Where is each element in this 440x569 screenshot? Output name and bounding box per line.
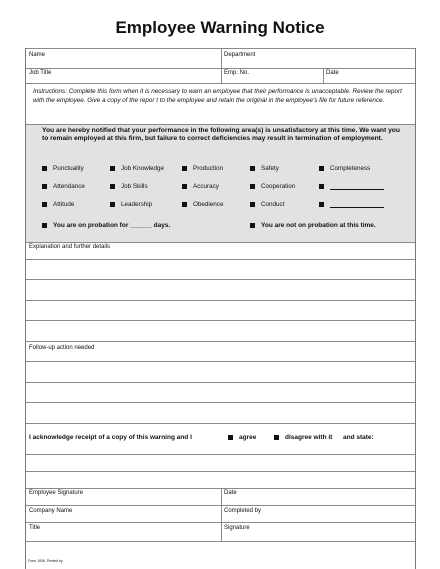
explanation-line[interactable]	[26, 300, 415, 301]
checkbox-icon	[319, 202, 324, 207]
probation-not-on-option[interactable]	[250, 222, 376, 229]
followup-line[interactable]	[26, 423, 415, 424]
explanation-line[interactable]	[26, 279, 415, 280]
form-footer: Form 1006, Printed by	[28, 559, 63, 563]
probation-on-option[interactable]	[42, 222, 170, 229]
checkbox-leadership[interactable]	[110, 201, 152, 208]
completed-by-field[interactable]: Completed by	[224, 508, 262, 514]
checkbox-label: Obedience	[193, 201, 224, 208]
checkbox-other-2[interactable]	[319, 201, 384, 208]
checkbox-label: Job Skills	[121, 183, 148, 190]
checkbox-label: Completeness	[330, 165, 371, 172]
disagree-label: disagree with it	[285, 434, 333, 441]
checkbox-label: Attendance	[53, 183, 85, 190]
disagree-option[interactable]	[274, 434, 332, 441]
explanation-line[interactable]	[26, 259, 415, 260]
divider	[221, 488, 222, 541]
other-blank[interactable]	[330, 201, 384, 208]
other-blank[interactable]	[330, 183, 384, 190]
checkbox-icon	[319, 166, 324, 171]
checkbox-label: Leadership	[121, 201, 153, 208]
divider	[26, 541, 415, 542]
explanation-line[interactable]	[26, 320, 415, 321]
checkbox-icon	[110, 184, 115, 189]
explanation-line[interactable]	[26, 341, 415, 342]
checkbox-label: Conduct	[261, 201, 285, 208]
divider	[26, 83, 415, 84]
state-label: and state:	[343, 434, 374, 441]
checkbox-label: Accuracy	[193, 183, 219, 190]
divider	[323, 68, 324, 83]
checkbox-label: Punctuality	[53, 165, 84, 172]
divider	[26, 124, 415, 125]
checkbox-icon	[182, 202, 187, 207]
checkbox-icon	[42, 223, 47, 228]
agree-label: agree	[239, 434, 257, 441]
checkbox-icon	[274, 435, 279, 440]
name-field[interactable]: Name	[29, 52, 46, 58]
checkbox-completeness[interactable]	[319, 165, 370, 172]
acknowledge-text: I acknowledge receipt of a copy of this warning and I	[29, 434, 192, 441]
followup-line[interactable]	[26, 361, 415, 362]
checkbox-label: Attitude	[53, 201, 75, 208]
department-field[interactable]: Department	[224, 52, 256, 58]
checkbox-icon	[250, 202, 255, 207]
probation-not-on-label: You are not on probation at this time.	[261, 222, 376, 229]
probation-on-label: You are on probation for ______ days.	[53, 222, 171, 229]
checkbox-label: Cooperation	[261, 183, 296, 190]
instructions-text: Instructions: Complete this form when it is necessary to warn an employee that their performance is unacceptable. Review the report with the employee. Give a copy of the repor t to the employee and retain the original in the employee's file for future reference.	[33, 88, 402, 104]
checkbox-accuracy[interactable]	[182, 183, 219, 190]
form-title: Employee Warning Notice	[115, 18, 325, 37]
checkbox-icon	[42, 166, 47, 171]
checkbox-icon	[228, 435, 233, 440]
title-field[interactable]: Title	[29, 525, 41, 531]
agree-option[interactable]	[228, 434, 256, 441]
checkbox-icon	[110, 166, 115, 171]
checkbox-conduct[interactable]	[250, 201, 284, 208]
checkbox-icon	[42, 184, 47, 189]
checkbox-label: Job Knowledge	[121, 165, 165, 172]
checkbox-icon	[42, 202, 47, 207]
checkbox-punctuality[interactable]	[42, 165, 84, 172]
job-title-field[interactable]: Job Title	[29, 70, 52, 76]
checkbox-attitude[interactable]	[42, 201, 74, 208]
statement-line[interactable]	[26, 454, 415, 455]
emp-no-field[interactable]: Emp. No.	[224, 70, 250, 76]
divider	[221, 48, 222, 83]
warning-form	[25, 48, 416, 569]
checkbox-icon	[250, 184, 255, 189]
signature-date-field[interactable]: Date	[224, 490, 237, 496]
checkbox-production[interactable]	[182, 165, 223, 172]
explanation-label: Explanation and further details	[29, 244, 111, 250]
divider	[26, 505, 415, 506]
checkbox-icon	[319, 184, 324, 189]
checkbox-obedience[interactable]	[182, 201, 223, 208]
checkbox-attendance[interactable]	[42, 183, 85, 190]
checkbox-cooperation[interactable]	[250, 183, 295, 190]
statement-line[interactable]	[26, 471, 415, 472]
checkbox-icon	[182, 184, 187, 189]
followup-label: Follow-up action needed	[29, 345, 95, 351]
checkbox-icon	[110, 202, 115, 207]
checkbox-job-skills[interactable]	[110, 183, 148, 190]
checkbox-icon	[250, 223, 255, 228]
checkbox-icon	[250, 166, 255, 171]
signature-field[interactable]: Signature	[224, 525, 250, 531]
date-field[interactable]: Date	[326, 70, 339, 76]
followup-line[interactable]	[26, 402, 415, 403]
checkbox-safety[interactable]	[250, 165, 279, 172]
checkbox-icon	[182, 166, 187, 171]
checkbox-other-1[interactable]	[319, 183, 384, 190]
divider	[26, 522, 415, 523]
company-name-field[interactable]: Company Name	[29, 508, 73, 514]
notice-text: You are hereby notified that your performance in the following area(s) is unsatisfactory at this time. We want you to remain employed at this firm, but failure to correct deficiencies may result in termination of employment.	[42, 127, 400, 143]
checkbox-label: Safety	[261, 165, 279, 172]
followup-line[interactable]	[26, 382, 415, 383]
checkbox-label: Production	[193, 165, 224, 172]
employee-signature-field[interactable]: Employee Signature	[29, 490, 84, 496]
divider	[26, 242, 415, 243]
checkbox-job-knowledge[interactable]	[110, 165, 164, 172]
